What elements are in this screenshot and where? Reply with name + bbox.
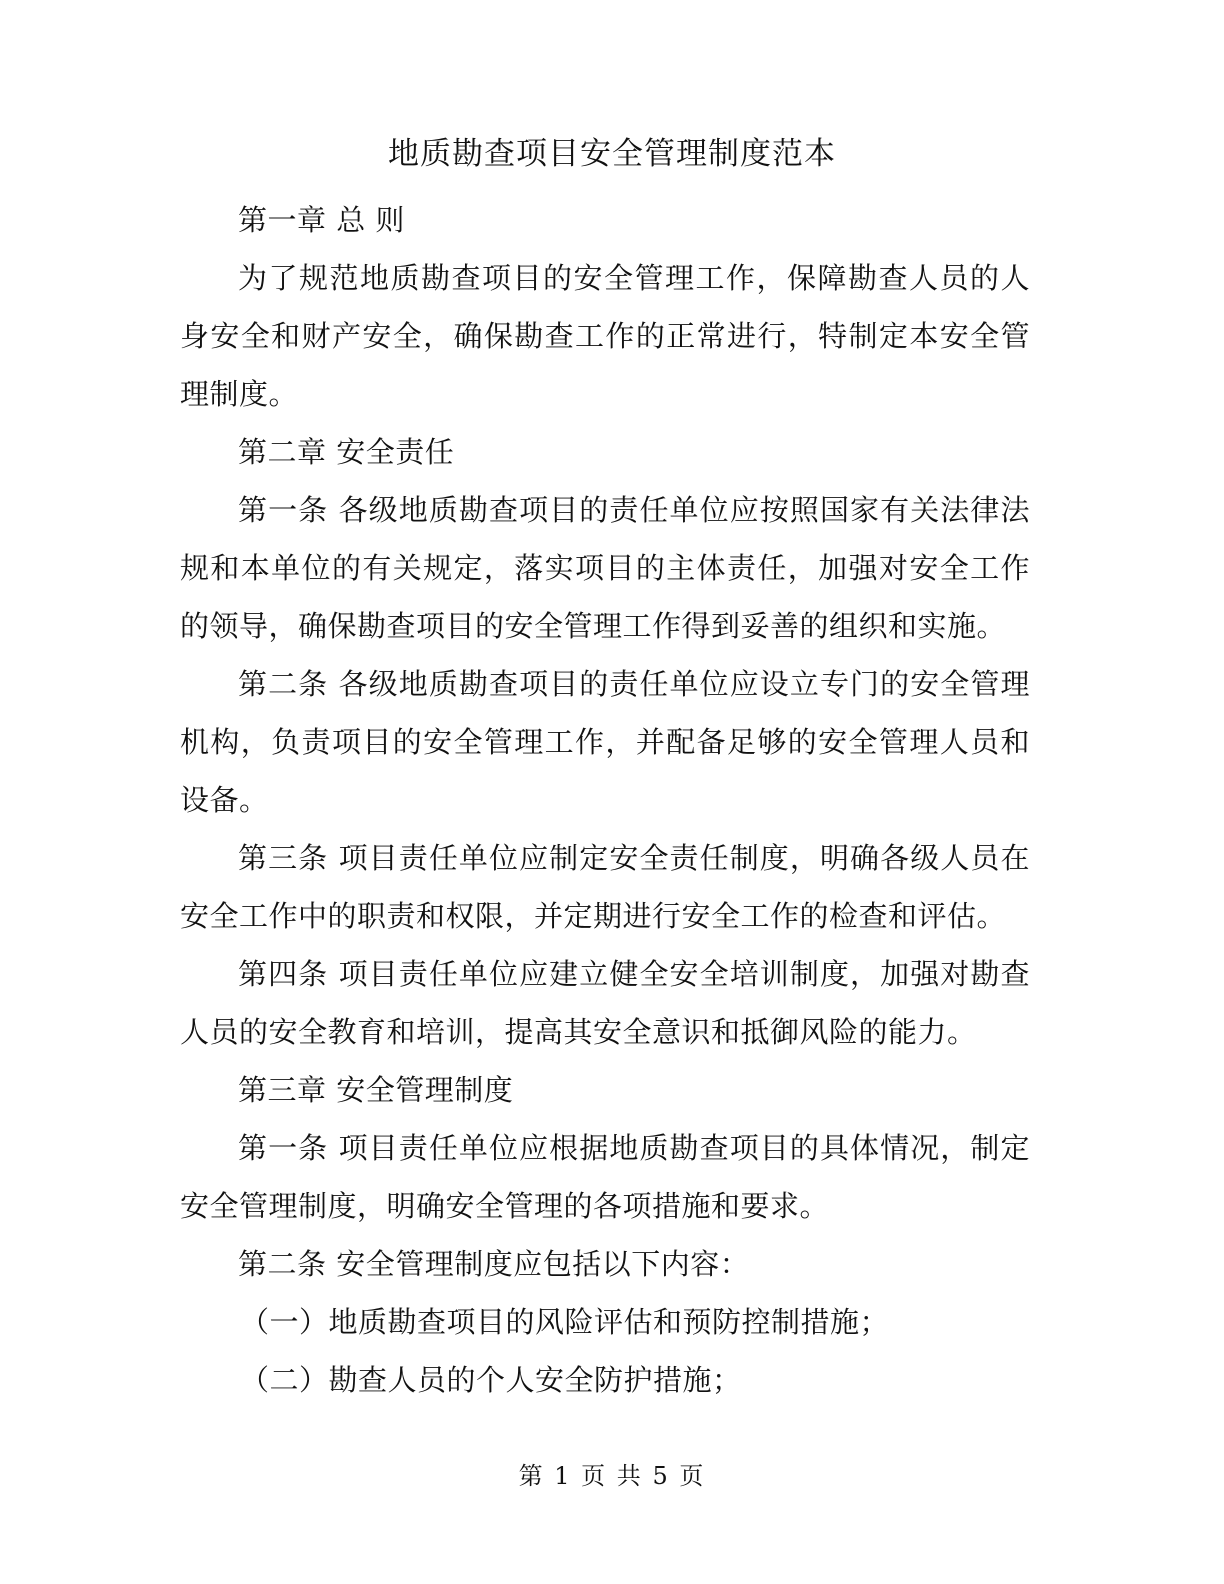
article-paragraph: 第三条 项目责任单位应制定安全责任制度，明确各级人员在安全工作中的职责和权限，并定期进行安全工作的检查和评估。: [180, 841, 1030, 933]
document-title: 地质勘查项目安全管理制度范本: [388, 136, 836, 172]
chapter-heading: 第一章 总 则: [238, 203, 405, 237]
list-item: （二）勘查人员的个人安全防护措施；: [240, 1363, 742, 1397]
article-paragraph: 第一条 项目责任单位应根据地质勘查项目的具体情况，制定安全管理制度，明确安全管理的各项措施和要求。: [180, 1131, 1030, 1223]
article-paragraph: 第二条 各级地质勘查项目的责任单位应设立专门的安全管理机构，负责项目的安全管理工作，并配备足够的安全管理人员和设备。: [180, 667, 1030, 817]
chapter-heading: 第三章 安全管理制度: [238, 1073, 514, 1107]
article-paragraph: 第四条 项目责任单位应建立健全安全培训制度，加强对勘查人员的安全教育和培训，提高其安全意识和抵御风险的能力。: [180, 957, 1030, 1049]
document-body: [180, 191, 1030, 1409]
list-item: （一）地质勘查项目的风险评估和预防控制措施；: [240, 1305, 890, 1339]
paragraph: 为了规范地质勘查项目的安全管理工作，保障勘查人员的人身安全和财产安全，确保勘查工作的正常进行，特制定本安全管理制度。: [180, 261, 1030, 411]
page-number: 第 1 页 共 5 页: [518, 1462, 706, 1490]
chapter-heading: 第二章 安全责任: [238, 435, 455, 469]
article-paragraph: 第一条 各级地质勘查项目的责任单位应按照国家有关法律法规和本单位的有关规定，落实项目的主体责任，加强对安全工作的领导，确保勘查项目的安全管理工作得到妥善的组织和实施。: [180, 493, 1030, 643]
article-paragraph: 第二条 安全管理制度应包括以下内容：: [238, 1247, 750, 1281]
